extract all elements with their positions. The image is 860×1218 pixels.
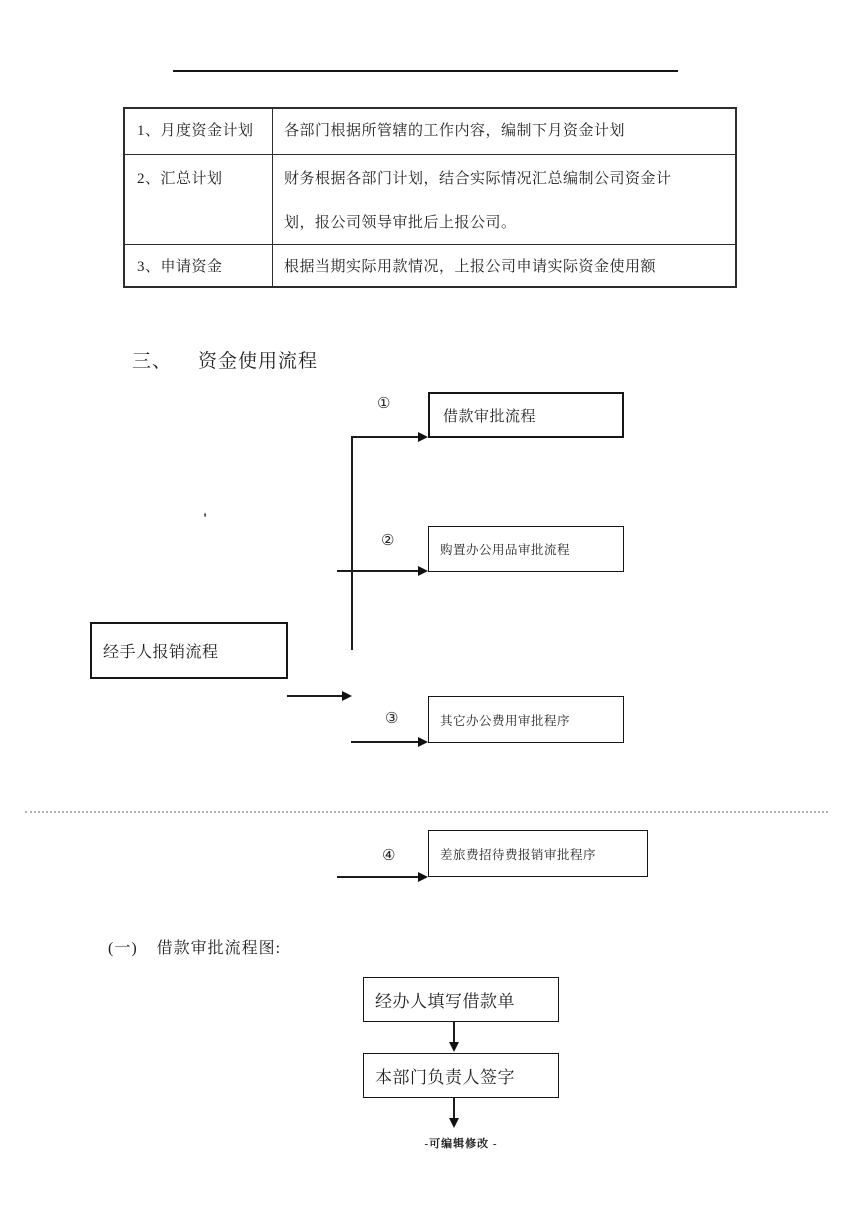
content-line: 划，报公司领导审批后上报公司。 [284, 215, 517, 231]
section-heading [132, 346, 318, 373]
sub-heading-number: (一) [108, 940, 138, 957]
arrow-head-down-icon [449, 1042, 459, 1052]
flow-branch-box-2: 购置办公用品审批流程 [428, 526, 624, 572]
table-row-content: 根据当期实际用款情况，上报公司申请实际资金使用额 [273, 244, 735, 288]
branch-number-3: ③ [385, 711, 399, 727]
connector-trunk-line [351, 437, 353, 650]
connector-down-2 [453, 1098, 455, 1119]
connector-branch-1 [351, 436, 419, 438]
content-line: 财务根据各部门计划，结合实际情况汇总编制公司资金计 [284, 171, 672, 187]
table-row-label: 3、申请资金 [125, 244, 273, 288]
arrow-head-right-icon [418, 432, 428, 442]
branch-number-1: ① [377, 396, 391, 412]
flow-branch-box-3: 其它办公费用审批程序 [428, 696, 624, 743]
arrow-head-right-icon [418, 737, 428, 747]
table-row-content [273, 154, 735, 244]
table-row-label: 2、汇总计划 [125, 154, 273, 244]
connector-branch-4 [337, 876, 419, 878]
arrow-head-right-icon [418, 566, 428, 576]
sub-heading [108, 935, 281, 958]
loan-step-box-2: 本部门负责人签字 [363, 1053, 559, 1098]
flow-branch-box-4: 差旅费招待费报销审批程序 [428, 830, 648, 877]
connector-source-arrow [287, 695, 343, 697]
loan-step-box-1: 经办人填写借款单 [363, 977, 559, 1022]
branch-number-2: ② [381, 533, 395, 549]
arrow-head-down-icon [449, 1118, 459, 1128]
section-number: 三、 [132, 351, 173, 372]
connector-branch-3 [351, 741, 419, 743]
dotted-page-separator [25, 811, 828, 813]
sub-heading-title: 借款审批流程图: [156, 940, 282, 957]
table-row-label: 1、月度资金计划 [125, 109, 273, 154]
branch-number-4: ④ [382, 848, 396, 864]
stray-mark: ' [203, 511, 208, 527]
top-horizontal-rule [173, 70, 678, 72]
table-row-content: 各部门根据所管辖的工作内容，编制下月资金计划 [284, 123, 626, 139]
fund-plan-table [123, 107, 737, 288]
flow-source-box: 经手人报销流程 [90, 622, 288, 679]
arrow-head-right-icon [342, 691, 352, 701]
connector-down-1 [453, 1022, 455, 1043]
connector-branch-2 [337, 570, 419, 572]
footer-note: -可编辑修改 - [424, 1138, 498, 1150]
flow-branch-box-1: 借款审批流程 [428, 392, 624, 438]
section-title: 资金使用流程 [198, 351, 319, 372]
arrow-head-right-icon [418, 872, 428, 882]
